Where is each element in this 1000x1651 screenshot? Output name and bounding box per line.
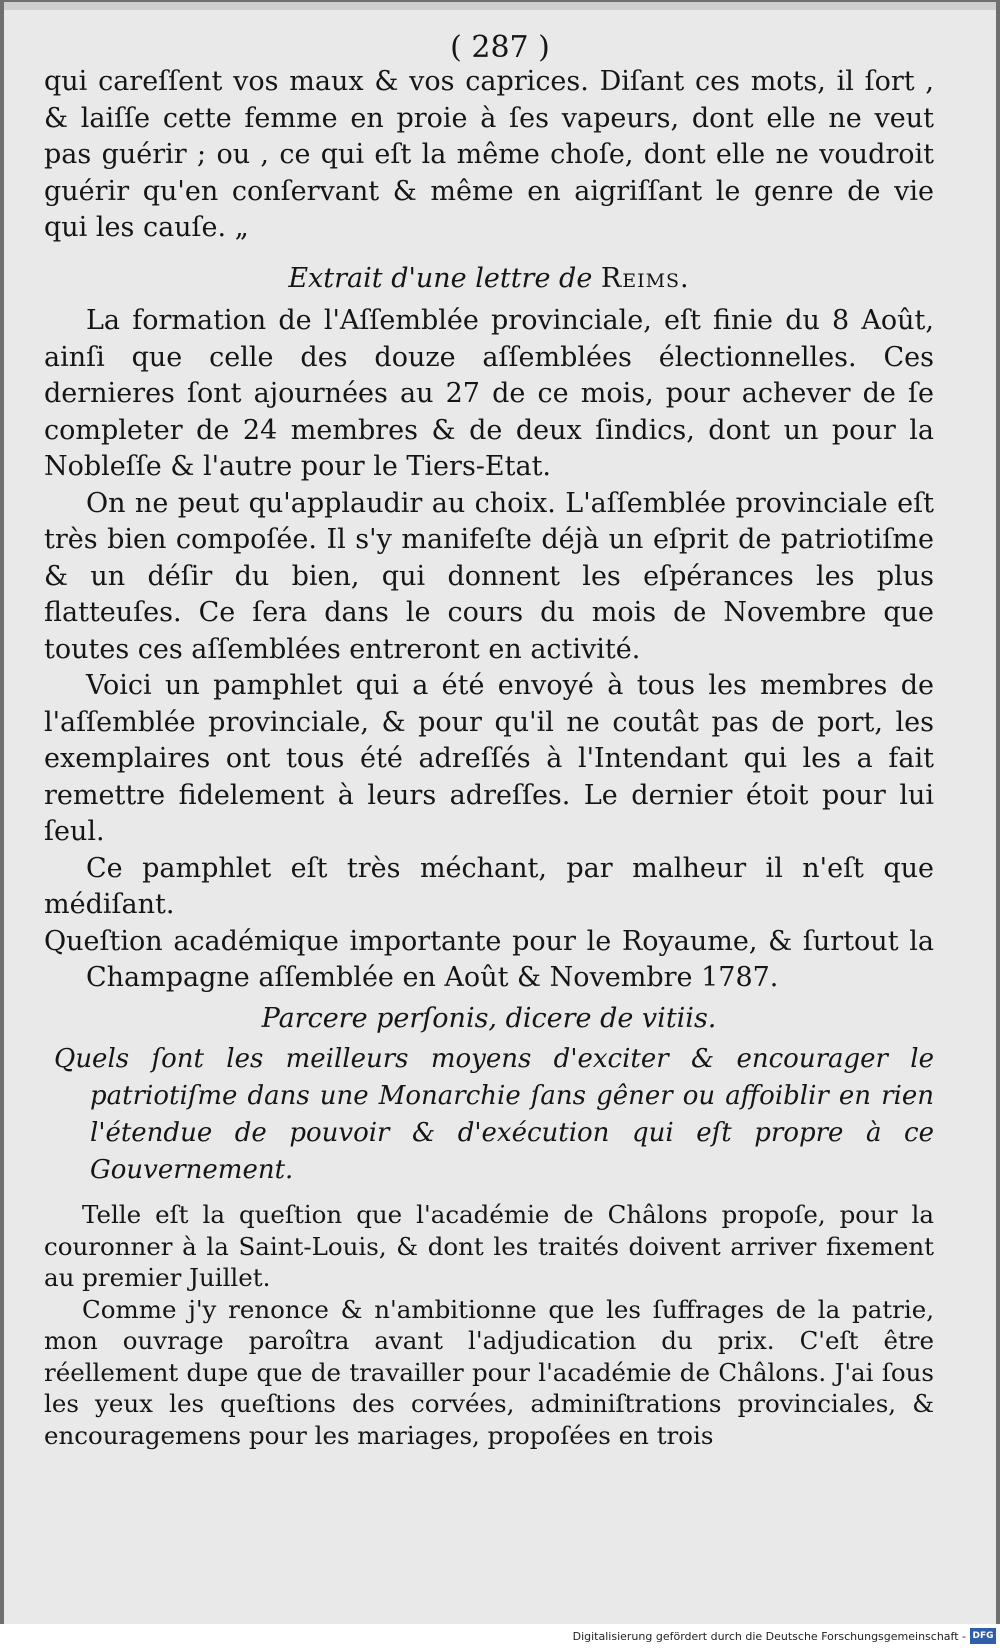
paragraph: Comme j'y renonce & n'ambitionne que les ſuffrages de la patrie, mon ouvrage paroîtra avant l'adjudication du prix. C'eſt être réellement dupe que de travailler pour l'académie de Châlons. J'ai ſous les yeux les queſtions des corvées, adminiſtrations provinciales, & encouragemens pour les mariages, propoſées en trois <box>44 1294 934 1450</box>
paragraph: Ce pamphlet eſt très méchant, par malheur il n'eſt que médiſant. <box>44 852 934 920</box>
page-number: ( 287 ) <box>450 30 550 65</box>
heading-place: Reims. <box>600 262 690 294</box>
academic-question: Quels ſont les meilleurs moyens d'exciter & encourager le patriotiſme dans une Monarchie ſans gêner ou affoiblir en rien l'étendue de pouvoir & d'exécution qui eſt propre à ce Gouvernement. <box>54 1044 934 1185</box>
paragraph: Voici un pamphlet qui a été envoyé à tous les membres de l'aſſemblée provinciale, & pour qu'il ne coutât pas de port, les exemplaires ont tous été adreſſés à l'Intendant qui les a fait remettre fidelement à leurs adreſſes. Le dernier étoit pour lui ſeul. <box>44 670 934 847</box>
page-top-edge <box>4 2 996 10</box>
dfg-logo: DFG <box>970 1628 996 1644</box>
scanned-page <box>4 2 996 1624</box>
section-heading <box>44 261 934 298</box>
page-body <box>44 64 934 1451</box>
paragraph-continued: qui careſſent vos maux & vos caprices. Diſant ces mots, il ſort , & laiſſe cette femme en proie à ſes vapeurs, dont elle ne veut pas guérir ; ou , ce qui eſt la même choſe, dont elle ne voudroit guérir qu'en conſervant & même en aigriſſant le genre de vie qui les cauſe. „ <box>44 66 934 243</box>
paragraph: On ne peut qu'applaudir au choix. L'aſſemblée provinciale eſt très bien compoſée. Il s'y manifeſte déjà un eſprit de patriotiſme & un déſir du bien, qui donnent les eſpérances les plus flatteuſes. Ce ſera dans le cours du mois de Novembre que toutes ces aſſemblées entreront en activité. <box>44 487 934 665</box>
heading-text: Extrait d'une lettre de <box>288 262 601 294</box>
question-title: Queſtion académique importante pour le Royaume, & ſurtout la Champagne aſſemblée en Août & Novembre 1787. <box>44 925 934 993</box>
paragraph: Telle eſt la queſtion que l'académie de Châlons propoſe, pour la couronner à la Saint-Louis, & dont les traités doivent arriver fixement au premier Juillet. <box>44 1200 934 1292</box>
footer-bar <box>0 1624 1000 1651</box>
footer-credit: Digitalisierung gefördert durch die Deutsche Forschungsgemeinschaft - <box>572 1630 966 1643</box>
paragraph: La formation de l'Aſſemblée provinciale, eſt finie du 8 Août, ainſi que celle des douze aſſemblées électionnelles. Ces dernieres ſont ajournées au 27 de ce mois, pour achever de ſe completer de 24 membres & de deux ſindics, dont un pour la Nobleſſe & l'autre pour le Tiers-Etat. <box>44 305 934 482</box>
latin-motto: Parcere perſonis, dicere de vitiis. <box>261 1002 717 1034</box>
